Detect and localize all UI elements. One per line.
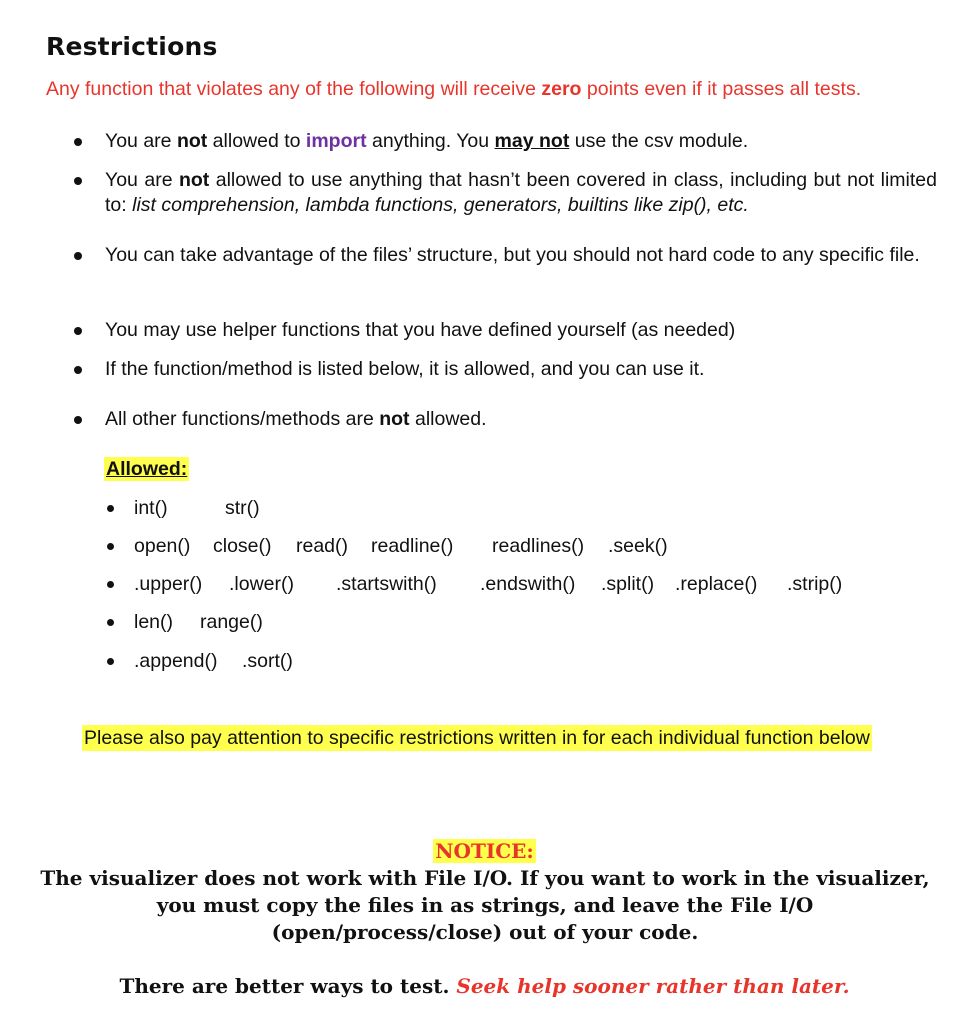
rule-text: You are not allowed to import anything. You may not use the csv module. <box>105 130 749 152</box>
allowed-fn: .sort() <box>242 650 293 672</box>
notice-heading <box>0 838 969 864</box>
allowed-fn: open() <box>134 535 191 557</box>
notice-body: The visualizer does not work with File I/O. If you want to work in the visualizer, you must copy the files in as strings, and leave the File I/O (open/process/close) out of your code. <box>40 866 930 944</box>
allowed-fn: readline() <box>371 535 454 557</box>
bullet-icon <box>74 177 82 185</box>
rule-text: You can take advantage of the files’ structure, but you should not hard code to any specific file. <box>105 244 920 266</box>
final-note <box>0 973 969 999</box>
bullet-icon <box>74 252 82 260</box>
allowed-fn: int() <box>134 497 168 519</box>
rule-text: You are not allowed to use anything that hasn’t been covered in class, including but not limited to: list comprehension, lambda functions, generators, builtins like zip(), etc. <box>105 169 937 216</box>
bullet-icon <box>107 619 114 626</box>
allowed-fn: .append() <box>134 650 218 672</box>
final-pre: There are better ways to test. <box>119 974 457 998</box>
rule-text: All other functions/methods are not allowed. <box>105 408 487 430</box>
allowed-fn: str() <box>225 497 260 519</box>
final-emphasis: Seek help sooner rather than later. <box>456 974 850 998</box>
warning-text <box>46 78 861 101</box>
rule-text: You may use helper functions that you have defined yourself (as needed) <box>105 319 736 341</box>
bullet-icon <box>107 543 114 550</box>
allowed-heading: Allowed: <box>106 458 188 480</box>
allowed-fn: .strip() <box>787 573 843 595</box>
allowed-fn: read() <box>296 535 349 557</box>
allowed-fn: readlines() <box>492 535 585 557</box>
warning-bold: zero <box>541 78 582 100</box>
allowed-fn: len() <box>134 611 174 633</box>
bullet-icon <box>74 366 82 374</box>
allowed-fn: .split() <box>601 573 655 595</box>
allowed-fn: .startswith() <box>336 573 437 595</box>
rule-text: If the function/method is listed below, it is allowed, and you can use it. <box>105 358 705 380</box>
section-title: Restrictions <box>46 32 218 61</box>
bullet-icon <box>107 581 114 588</box>
allowed-fn: .upper() <box>134 573 203 595</box>
allowed-fn: .replace() <box>675 573 758 595</box>
attention-note: Please also pay attention to specific restrictions written in for each individual function below <box>84 727 870 749</box>
bullet-icon <box>74 327 82 335</box>
warning-pre: Any function that violates any of the following will receive <box>46 78 542 100</box>
bullet-icon <box>74 416 82 424</box>
bullet-icon <box>107 658 114 665</box>
bullet-icon <box>74 138 82 146</box>
allowed-fn: .lower() <box>229 573 295 595</box>
allowed-fn: .endswith() <box>480 573 576 595</box>
allowed-fn: close() <box>213 535 272 557</box>
notice-label: NOTICE: <box>435 839 534 863</box>
warning-post: points even if it passes all tests. <box>581 78 862 100</box>
allowed-fn: .seek() <box>608 535 668 557</box>
allowed-fn: range() <box>200 611 263 633</box>
bullet-icon <box>107 505 114 512</box>
